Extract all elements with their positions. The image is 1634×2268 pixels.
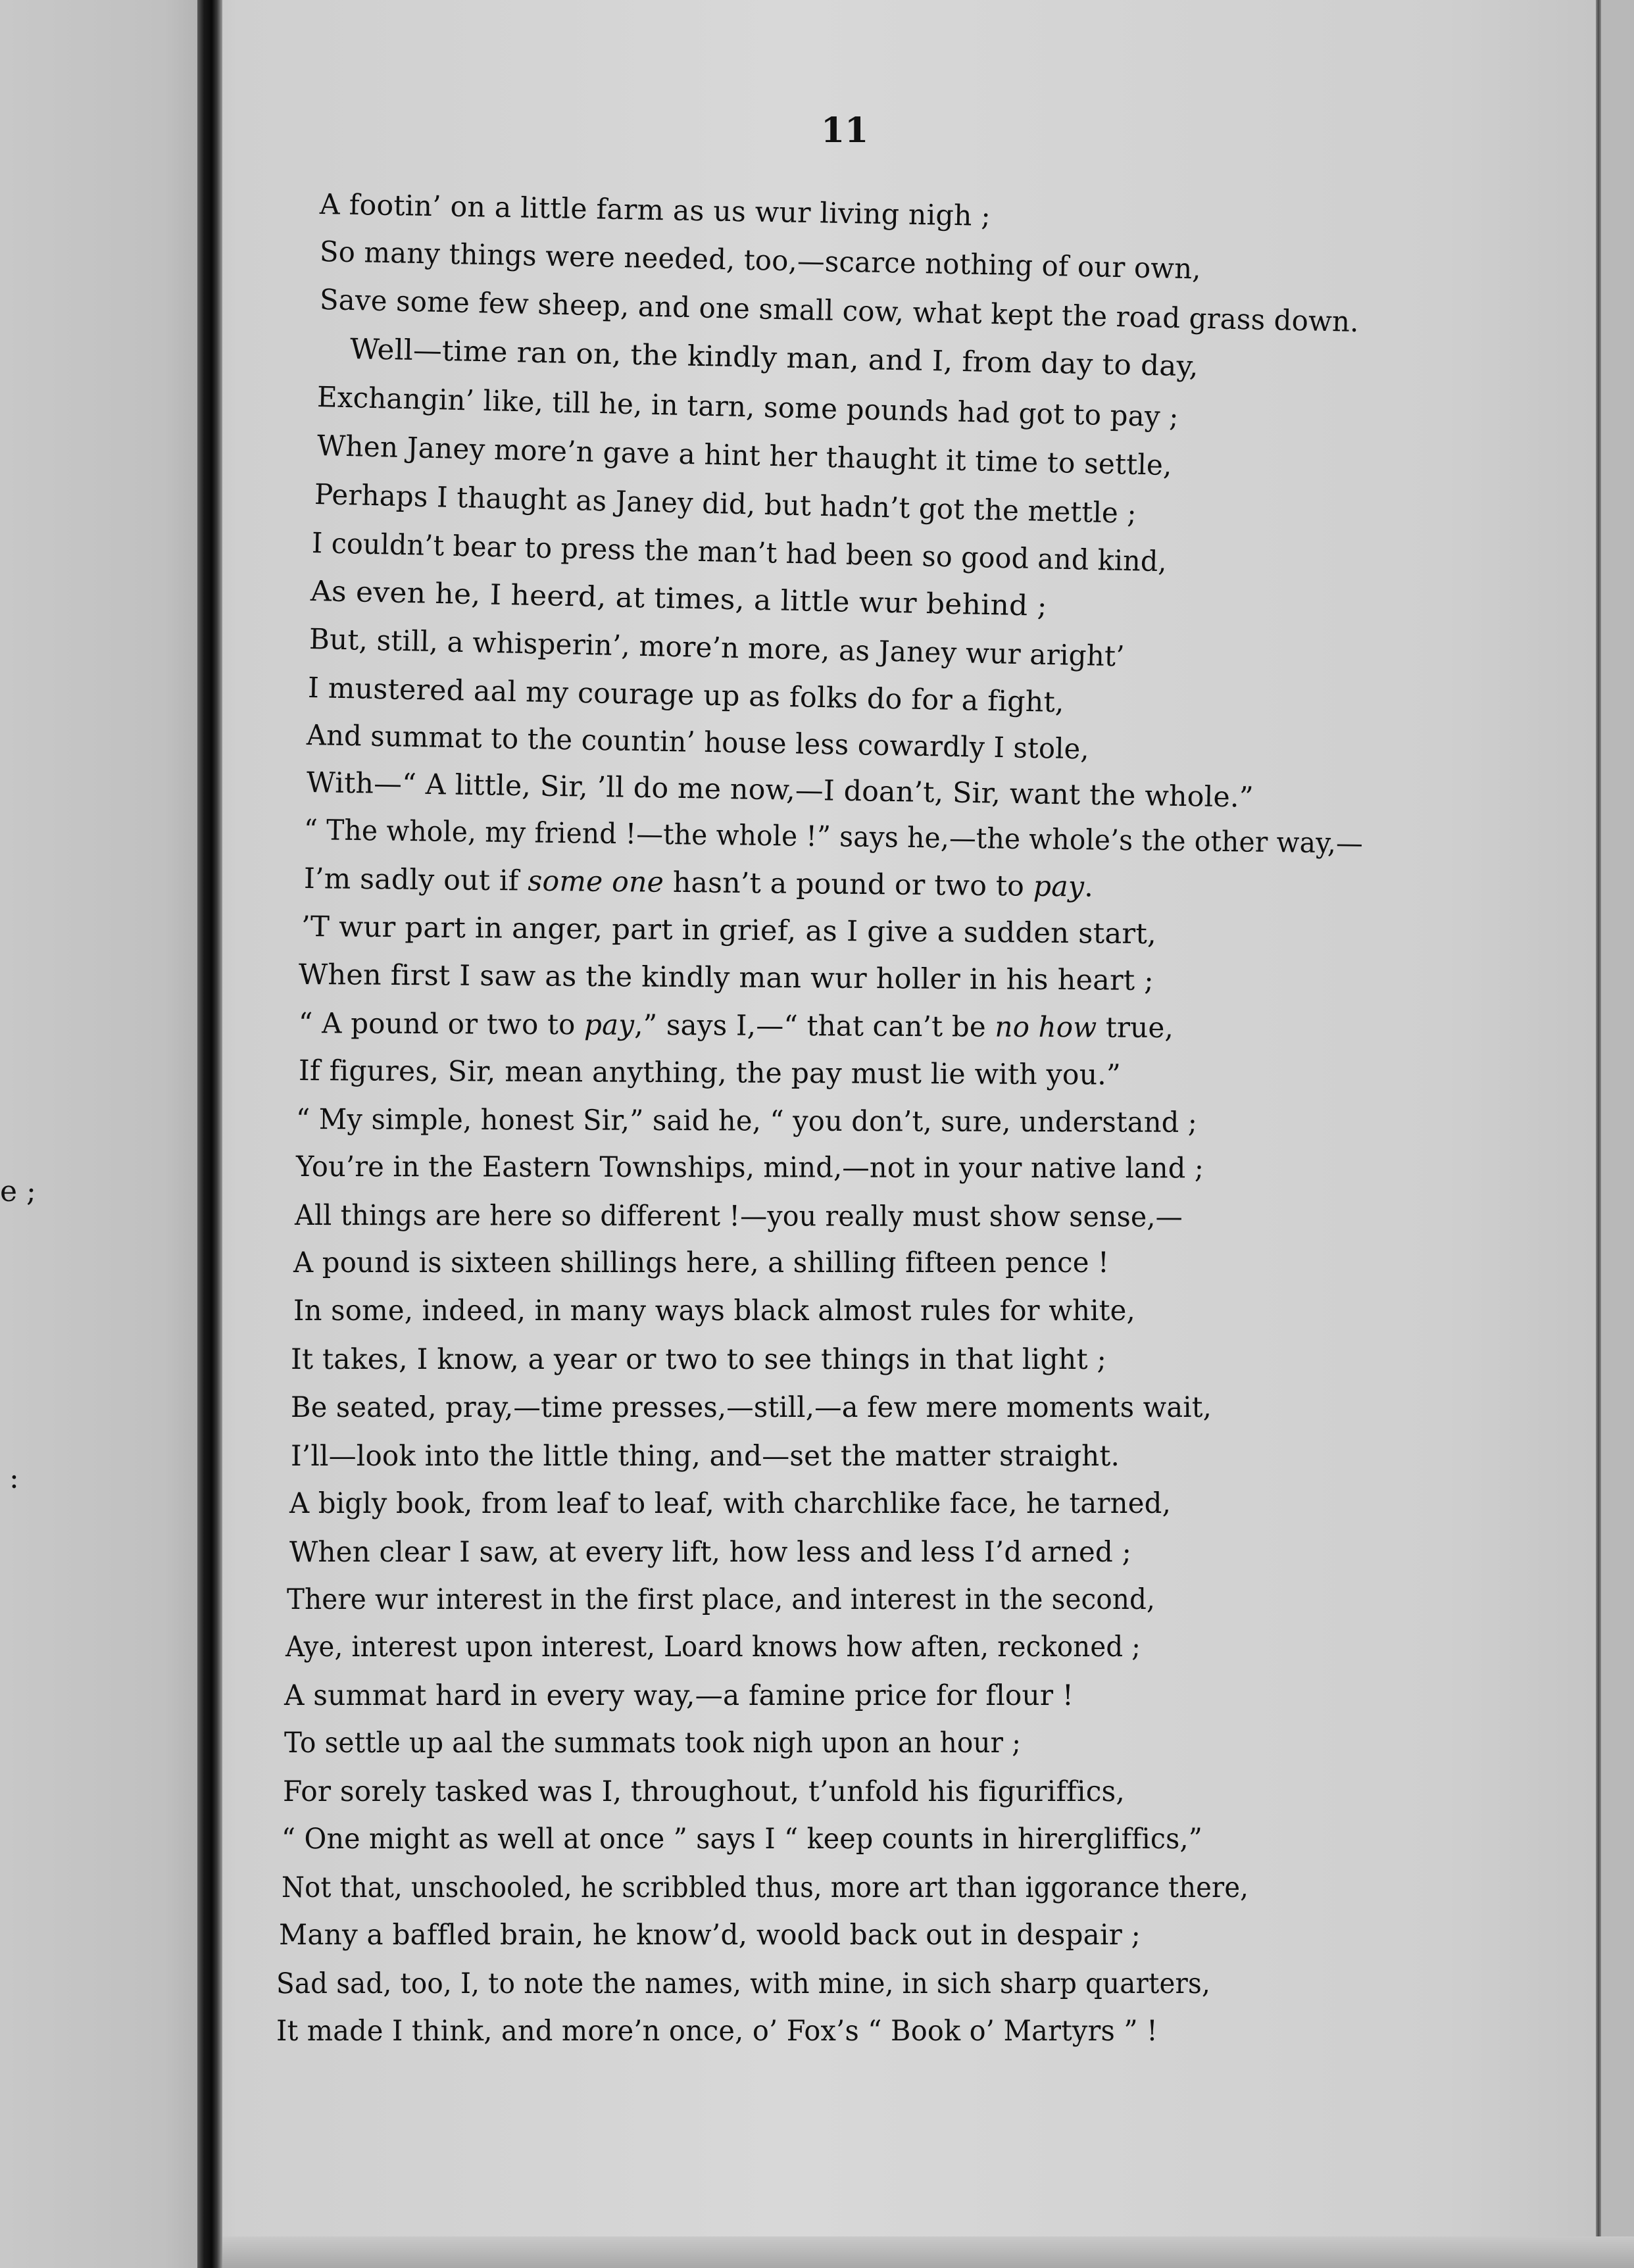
line-text: I’m sadly out if [303, 862, 528, 898]
line-text: Sad sad, too, I, to note the names, with mine, in sich sharp quarters, [276, 1967, 1210, 2000]
poem-line [299, 1054, 1121, 1093]
poem-line [282, 1871, 1249, 1905]
line-text: “ My simple, honest Sir,” said he, “ you don’t, sure, understand ; [295, 1103, 1198, 1139]
line-text: Exchangin’ like, till he, in tarn, some pounds had got to pay ; [316, 381, 1179, 434]
line-text: As even he, I heerd, at times, a little wur behind ; [310, 575, 1048, 623]
line-text: Many a baffled brain, he know’d, woold back out in despair ; [279, 1919, 1141, 1952]
line-text: hasn’t a pound or two to [663, 866, 1034, 903]
line-text: To settle up aal the summats took nigh upon an hour ; [284, 1727, 1022, 1760]
line-text: Save some few sheep, and one small cow, what kept the road grass down. [319, 284, 1360, 339]
line-text: And summat to the countin’ house less cowardly I stole, [306, 719, 1090, 766]
poem-line [287, 1583, 1155, 1617]
poem-line [310, 574, 1047, 624]
poem-line [307, 766, 1254, 815]
poem-line [289, 1535, 1131, 1569]
line-text: For sorely tasked was I, throughout, t’unfold his figuriffics, [283, 1775, 1126, 1808]
line-text: In some, indeed, in many ways black almost rules for white, [293, 1294, 1135, 1327]
line-text: Well—time ran on, the kindly man, and I, from day to day, [349, 333, 1199, 383]
line-text: Be seated, pray,—time presses,—still,—a few mere moments wait, [291, 1391, 1212, 1424]
italic-word: pay [583, 1008, 635, 1042]
line-text: There wur interest in the first place, and interest in the second, [287, 1583, 1156, 1616]
line-text: . [1083, 870, 1094, 904]
poem-line [301, 910, 1156, 951]
line-text: ,” says I,—“ that can’t be [634, 1008, 995, 1044]
poem-line [279, 1918, 1141, 1952]
line-text: I couldn’t bear to press the man’t had been so good and kind, [311, 527, 1168, 579]
poem-line [296, 1150, 1204, 1185]
poem-line [285, 1630, 1141, 1664]
line-text: Not that, unschooled, he scribbled thus, more art than iggorance there, [282, 1871, 1249, 1904]
poem-line [291, 1439, 1120, 1473]
poem-line [304, 813, 1364, 861]
line-text: When first I saw as the kindly man wur holler in his heart ; [298, 958, 1154, 998]
line-text: “ The whole, my friend !—the whole !” says he,—the whole’s the other way,— [303, 814, 1364, 860]
line-text: When Janey more’n gave a hint her thaught it time to settle, [316, 430, 1173, 483]
poem-line [349, 332, 1199, 384]
poem-line [304, 862, 1094, 904]
line-text: “ A pound or two to [298, 1007, 585, 1042]
line-text: A summat hard in every way,—a famine price for flour ! [284, 1679, 1074, 1712]
line-text: I’ll—look into the little thing, and—set the matter straight. [291, 1440, 1120, 1473]
poem-line [276, 2014, 1158, 2048]
poem-line [291, 1391, 1212, 1425]
line-text: When clear I saw, at every lift, how less and less I’d arned ; [289, 1536, 1131, 1569]
line-text: true, [1097, 1011, 1174, 1045]
poem-line [320, 235, 1202, 286]
facing-page-fragment: : [9, 1462, 19, 1495]
poem-line [308, 671, 1065, 720]
line-text: I mustered aal my courage up as folks do for a fight, [307, 672, 1065, 720]
poem-line [289, 1487, 1171, 1521]
poem-line [316, 429, 1172, 483]
poem-line [309, 622, 1125, 674]
line-text: Aye, interest upon interest, Loard knows how aften, reckoned ; [285, 1631, 1141, 1664]
poem-line [282, 1822, 1202, 1856]
line-text: A bigly book, from leaf to leaf, with charchlike face, he tarned, [289, 1487, 1172, 1520]
poem-line [299, 1006, 1174, 1045]
poem-line [284, 1726, 1021, 1760]
line-text: A pound is sixteen shillings here, a shilling fifteen pence ! [293, 1246, 1110, 1279]
line-text: If figures, Sir, mean anything, the pay must lie with you.” [298, 1054, 1122, 1092]
poem-line [311, 526, 1167, 579]
poem-line [314, 478, 1137, 531]
poem-line [276, 1967, 1210, 2001]
italic-word: pay [1033, 870, 1085, 904]
line-text: Perhaps I thaught as Janey did, but hadn’t got the mettle ; [314, 478, 1137, 531]
italic-word: no how [995, 1010, 1097, 1045]
line-text: It made I think, and more’n once, o’ Fox’s “ Book o’ Martyrs ” ! [276, 2015, 1158, 2048]
poem-line [293, 1246, 1109, 1280]
line-text: “ One might as well at once ” says I “ keep counts in hirergliffics,” [282, 1823, 1202, 1856]
line-text: But, still, a whisperin’, more’n more, as Janey wur aright’ [309, 623, 1126, 674]
poem-line [299, 958, 1154, 998]
poem-line [293, 1294, 1135, 1328]
poem-line [284, 1679, 1074, 1713]
facing-page-fragment: e ; [0, 1175, 36, 1208]
poem-line [307, 718, 1090, 766]
line-text: All things are here so different !—you really must show sense,— [294, 1199, 1183, 1234]
line-text: With—“ A little, Sir, ’ll do me now,—I doan’t, Sir, want the whole.” [306, 766, 1254, 814]
line-text: A footin’ on a little farm as us wur living nigh ; [319, 188, 991, 233]
poem-line [320, 187, 991, 234]
line-text: So many things were needed, too,—scarce nothing of our own, [319, 235, 1202, 286]
poem-line [283, 1775, 1125, 1809]
line-text: You’re in the Eastern Townships, mind,—not in your native land ; [295, 1150, 1204, 1185]
poem-line [316, 380, 1179, 434]
poem-line [291, 1343, 1106, 1377]
poem-line [296, 1102, 1197, 1140]
line-text: ’T wur part in anger, part in grief, as I give a sudden start, [301, 910, 1157, 951]
poem-line [319, 283, 1359, 339]
line-text: It takes, I know, a year or two to see things in that light ; [291, 1343, 1107, 1376]
italic-word: some one [528, 864, 664, 899]
poem-line [295, 1198, 1183, 1234]
page-number: 11 [821, 111, 869, 151]
